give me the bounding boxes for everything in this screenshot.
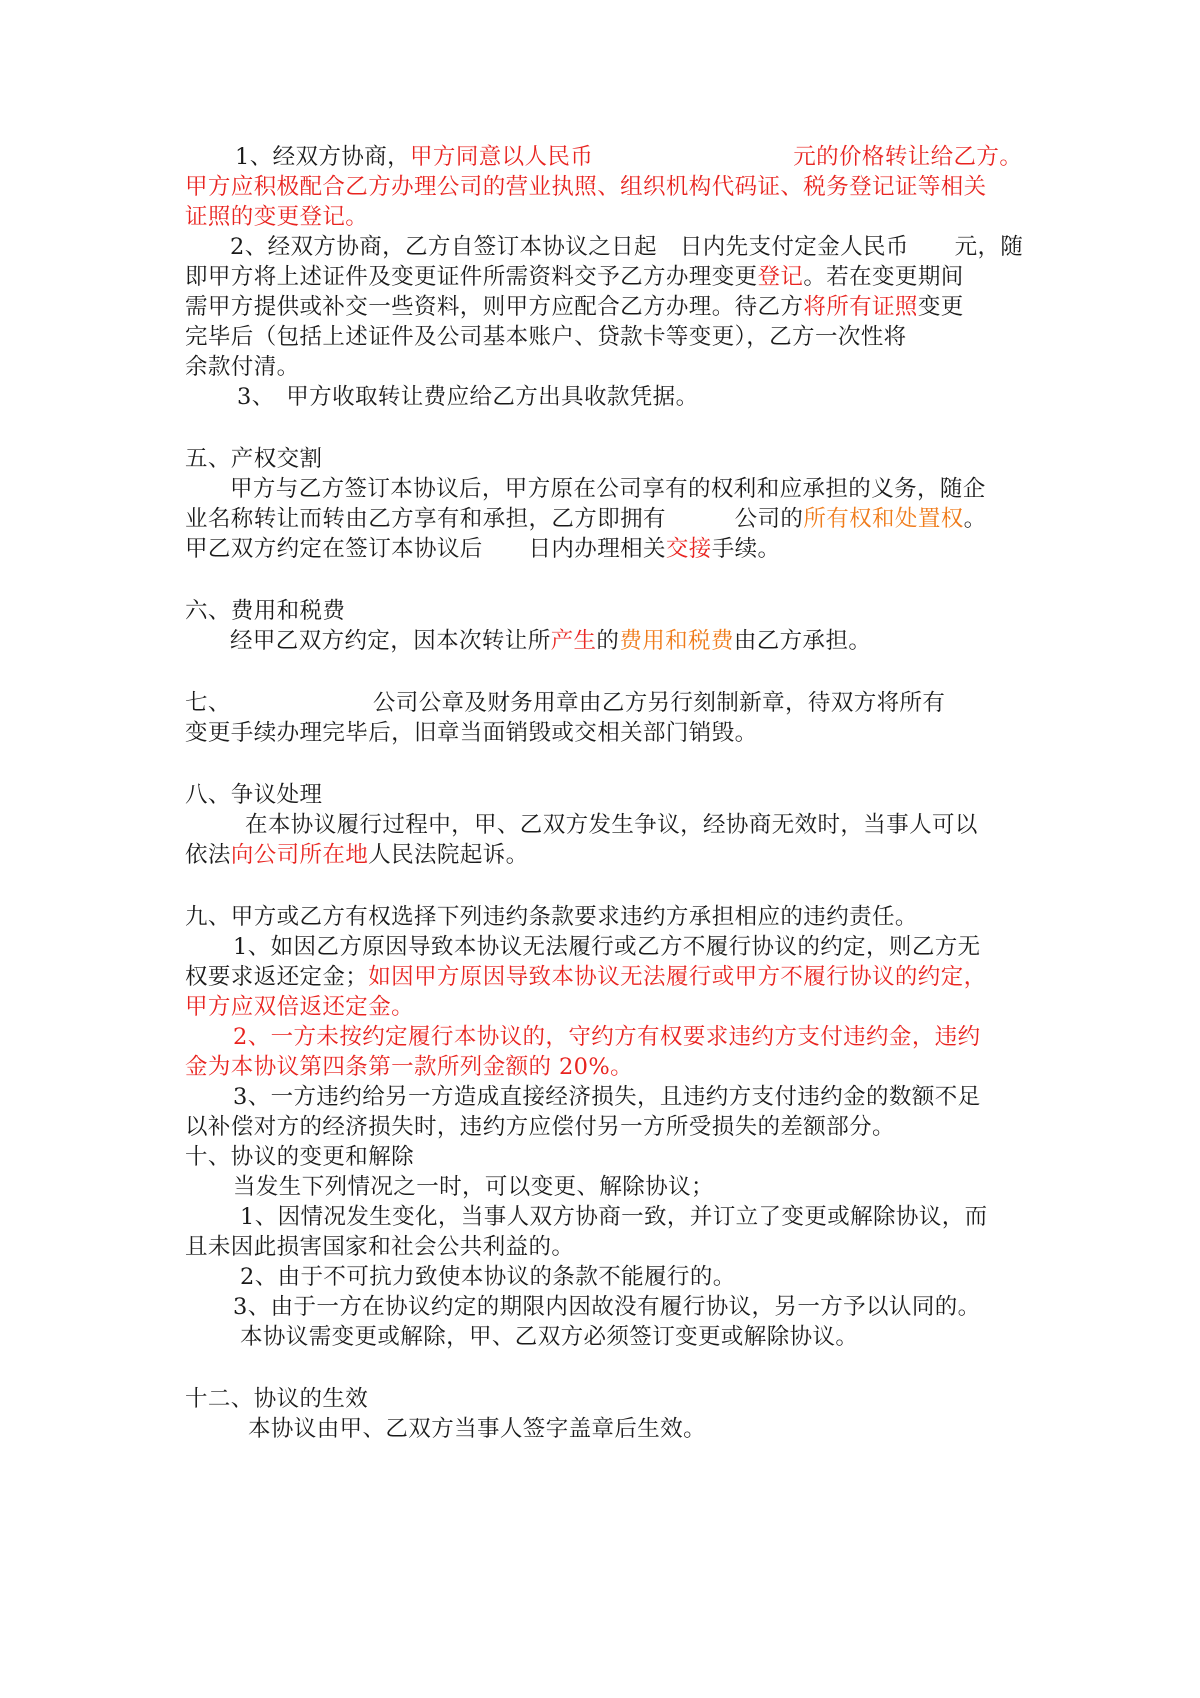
clause-4-2-line-2 [185,262,1020,292]
section-10-intro: 当发生下列情况之一时，可以变更、解除协议； [233,1174,714,1200]
clause-text: 。若在变更期间 [803,264,964,290]
clause-10-1-line-1: 1、因情况发生变化，当事人双方协商一致，并订立了变更或解除协议，而 [240,1204,988,1230]
highlighted-text: 费用和税费 [619,628,734,654]
clause-9-1-line-3: 甲方应双倍返还定金。 [185,994,415,1020]
clause-text: 甲乙双方约定在签订本协议后 日内办理相关 [185,536,666,562]
clause-text: 的 [596,628,620,654]
highlighted-text: 将所有证照 [803,294,918,320]
section-12-line-1: 本协议由甲、乙双方当事人签字盖章后生效。 [248,1416,707,1442]
clause-9-2-line-1: 2、一方未按约定履行本协议的，守约方有权要求违约方支付违约金，违约 [233,1024,981,1050]
clause-text: 需甲方提供或补交一些资料，则甲方应配合乙方办理。待乙方 [185,294,804,320]
section-12-heading: 十二、协议的生效 [185,1386,369,1412]
highlighted-text: 甲方同意以人民币 [410,144,594,170]
section-9-heading: 九、甲方或乙方有权选择下列违约条款要求违约方承担相应的违约责任。 [185,904,918,930]
clause-9-1-line-1: 1、如因乙方原因导致本协议无法履行或乙方不履行协议的约定，则乙方无 [233,934,981,960]
clause-9-3-line-2: 以补偿对方的经济损失时，违约方应偿付另一方所受损失的差额部分。 [185,1114,895,1140]
clause-4-2-line-1: 2、经双方协商，乙方自签订本协议之日起 日内先支付定金人民币 元，随 [230,234,1024,260]
section-7-number: 七、 [185,690,231,716]
section-5-heading: 五、产权交割 [185,446,323,472]
clause-text: 即甲方将上述证件及变更证件所需资料交予乙方办理变更 [185,264,758,290]
clause-10-3-line-1: 3、由于一方在协议约定的期限内因故没有履行协议，另一方予以认同的。 [233,1294,981,1320]
clause-9-2-line-2: 金为本协议第四条第一款所列金额的 20%。 [185,1054,634,1080]
clause-10-2-line-1: 2、由于不可抗力致使本协议的条款不能履行的。 [240,1264,736,1290]
section-10-heading: 十、协议的变更和解除 [185,1144,415,1170]
clause-text: 变更 [917,294,964,320]
clause-10-1-line-2: 且未因此损害国家和社会公共利益的。 [185,1234,575,1260]
section-6-heading: 六、费用和税费 [185,598,346,624]
clause-4-1-line-1 [185,142,1023,172]
section-8-heading: 八、争议处理 [185,782,323,808]
clause-4-2-line-4: 完毕后（包括上述证件及公司基本账户、贷款卡等变更），乙方一次性将 [185,324,907,350]
clause-text: 。 [963,506,987,532]
clause-4-3-line-1: 3、 甲方收取转让费应给乙方出具收款凭据。 [237,384,699,410]
highlighted-text: 元的价格转让给乙方。 [793,144,1023,170]
section-6-line-1 [185,626,1020,656]
clause-4-1-line-2: 甲方应积极配合乙方办理公司的营业执照、组织机构代码证、税务登记证等相关 [185,174,987,200]
section-7-line-1 [185,688,1020,718]
highlighted-text: 向公司所在地 [230,842,369,868]
document-body [185,142,1024,1444]
clause-4-1-line-3: 证照的变更登记。 [185,204,369,230]
highlighted-text: 产生 [550,628,597,654]
highlighted-text: 登记 [757,264,804,290]
clause-text: 1、经双方协商， [235,144,411,170]
section-5-line-2 [185,504,1020,534]
highlighted-text: 所有权和处置权 [803,506,964,532]
clause-text: 业名称转让而转由乙方享有和承担，乙方即拥有 公司的 [185,506,804,532]
clause-text: 经甲乙双方约定，因本次转让所 [230,628,551,654]
clause-text: 权要求返还定金； [185,964,369,990]
section-10-outro: 本协议需变更或解除，甲、乙双方必须签订变更或解除协议。 [240,1324,859,1350]
clause-9-1-line-2 [185,962,1020,992]
highlighted-text: 交接 [665,536,712,562]
clause-4-2-line-3 [185,292,1020,322]
section-5-line-1: 甲方与乙方签订本协议后，甲方原在公司享有的权利和应承担的义务，随企 [230,476,986,502]
section-8-line-2 [185,840,1020,870]
clause-text: 由乙方承担。 [733,628,872,654]
clause-4-2-line-5: 余款付清。 [185,354,300,380]
section-5-line-3 [185,534,1020,564]
clause-text: 依法 [185,842,231,868]
clause-text: 手续。 [711,536,781,562]
clause-9-3-line-1: 3、一方违约给另一方造成直接经济损失，且违约方支付违约金的数额不足 [233,1084,981,1110]
highlighted-text: 如因甲方原因导致本协议无法履行或甲方不履行协议的约定， [368,964,987,990]
section-8-line-1: 在本协议履行过程中，甲、乙双方发生争议，经协商无效时，当事人可以 [245,812,978,838]
section-7-line-2: 变更手续办理完毕后，旧章当面销毁或交相关部门销毁。 [185,720,758,746]
clause-text: 公司公章及财务用章由乙方另行刻制新章，待双方将所有 [372,690,946,716]
clause-text: 人民法院起诉。 [368,842,529,868]
